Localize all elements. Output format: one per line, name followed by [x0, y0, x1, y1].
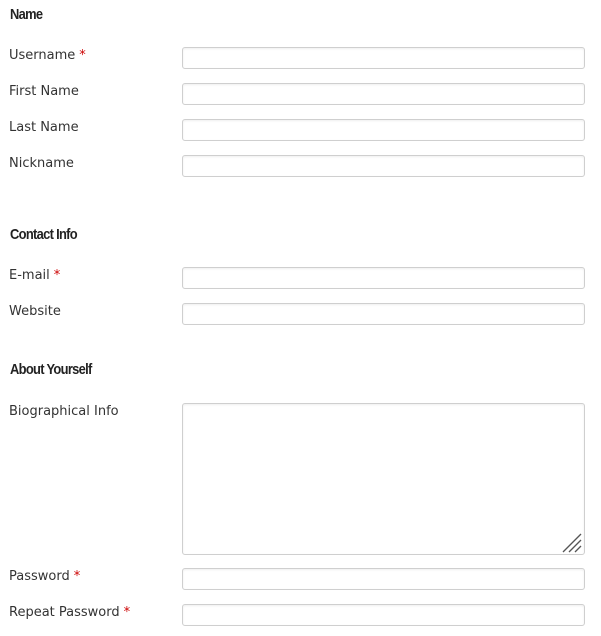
website-label: Website [9, 304, 61, 319]
section-title-contact: Contact Info [10, 226, 77, 243]
first-name-input[interactable] [182, 83, 585, 105]
nickname-input[interactable] [182, 155, 585, 177]
password-label [9, 569, 80, 584]
bio-textarea[interactable] [182, 403, 585, 555]
repeat-password-input[interactable] [182, 604, 585, 626]
email-label [9, 268, 60, 283]
bio-label: Biographical Info [9, 404, 119, 419]
username-input[interactable] [182, 47, 585, 69]
last-name-label: Last Name [9, 120, 79, 135]
resize-grip-icon[interactable] [560, 531, 582, 553]
password-input[interactable] [182, 568, 585, 590]
repeat-password-label [9, 605, 130, 620]
username-label-text: Username [9, 48, 76, 63]
nickname-label: Nickname [9, 156, 74, 171]
section-title-about: About Yourself [10, 361, 92, 378]
repeat-password-label-text: Repeat Password [9, 605, 120, 620]
required-marker: * [79, 48, 86, 63]
username-label [9, 48, 86, 63]
section-title-name: Name [10, 6, 43, 23]
email-input[interactable] [182, 267, 585, 289]
website-input[interactable] [182, 303, 585, 325]
first-name-label: First Name [9, 84, 79, 99]
email-label-text: E-mail [9, 268, 50, 283]
required-marker: * [123, 605, 131, 620]
required-marker: * [73, 569, 81, 584]
required-marker: * [53, 268, 61, 283]
last-name-input[interactable] [182, 119, 585, 141]
password-label-text: Password [9, 569, 70, 584]
